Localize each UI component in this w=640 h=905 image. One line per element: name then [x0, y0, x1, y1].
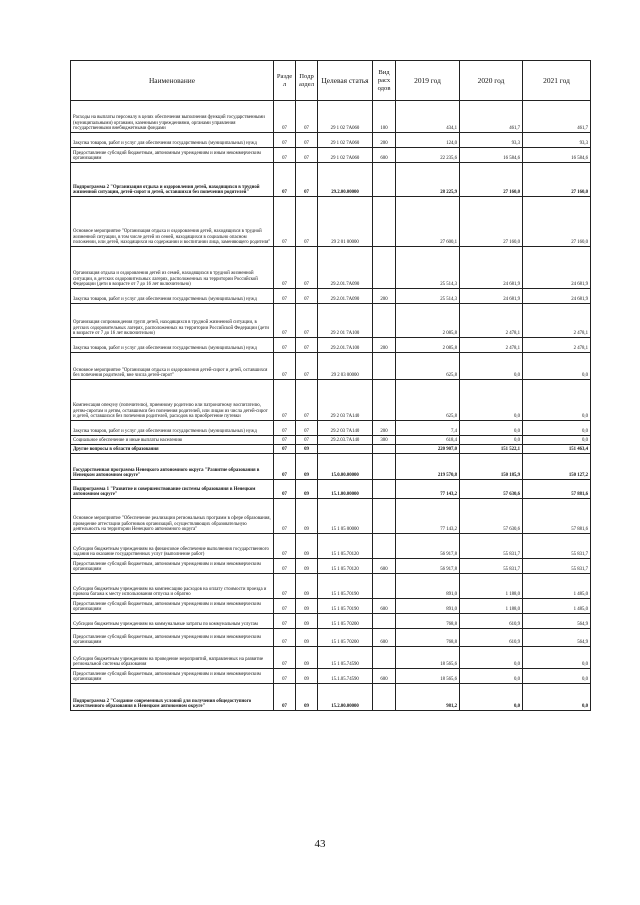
table-row	[71, 101, 591, 133]
row-2020: 27 160,0	[460, 163, 523, 197]
row-name: Закупка товаров, работ и услуг для обеспечения государственных (муниципальных) нужд	[71, 338, 274, 353]
row-2020: 1 188,0	[460, 574, 523, 599]
row-2021: 1 485,0	[523, 574, 591, 599]
row-2019: 28 225,9	[396, 163, 460, 197]
row-section: 07	[274, 629, 296, 647]
row-expense-type: 600	[373, 629, 396, 647]
row-2020: 24 681,9	[460, 289, 523, 304]
row-section: 07	[274, 304, 296, 338]
row-section: 07	[274, 599, 296, 614]
row-2019: 768,8	[396, 614, 460, 629]
row-section: 07	[274, 247, 296, 289]
table-row	[71, 148, 591, 163]
table-row	[71, 436, 591, 445]
row-subsection: 09	[296, 629, 318, 647]
row-expense-type	[373, 480, 396, 499]
row-2019: 434,1	[396, 101, 460, 133]
row-expense-type	[373, 684, 396, 711]
row-subsection: 09	[296, 454, 318, 480]
row-expense-type	[373, 647, 396, 669]
row-2019: 2 085,8	[396, 304, 460, 338]
row-subsection: 09	[296, 684, 318, 711]
row-2020: 1 188,0	[460, 599, 523, 614]
row-target: 15 1 05 70120	[318, 559, 373, 574]
table-row	[71, 163, 591, 197]
table-row	[71, 380, 591, 421]
row-target: 15 1 05 70200	[318, 614, 373, 629]
row-name: Предоставление субсидий бюджетным, автономным учреждениям и иным некоммерческим организациям	[71, 148, 274, 163]
row-section: 07	[274, 647, 296, 669]
row-2021: 24 681,9	[523, 247, 591, 289]
row-2019: 56 917,8	[396, 559, 460, 574]
row-2021: 2 478,1	[523, 338, 591, 353]
row-subsection: 07	[296, 380, 318, 421]
row-subsection: 07	[296, 247, 318, 289]
row-subsection: 09	[296, 445, 318, 454]
table-row	[71, 197, 591, 247]
row-subsection: 07	[296, 304, 318, 338]
row-2020: 0,0	[460, 436, 523, 445]
row-expense-type	[373, 499, 396, 534]
row-2021: 27 160,0	[523, 197, 591, 247]
row-name: Подпрограмма 1 "Развитие и совершенствование системы образования в Ненецком автономном округе"	[71, 480, 274, 499]
table-row	[71, 304, 591, 338]
row-target: 15 1 05 00000	[318, 499, 373, 534]
row-section: 07	[274, 289, 296, 304]
row-2019: 625,8	[396, 353, 460, 380]
row-target: 29 1 02 7А060	[318, 148, 373, 163]
row-2019: 77 143,2	[396, 499, 460, 534]
row-section: 07	[274, 436, 296, 445]
row-2021: 0,0	[523, 436, 591, 445]
row-section: 07	[274, 614, 296, 629]
row-2021: 0,0	[523, 669, 591, 684]
header-name: Наименование	[71, 61, 274, 101]
row-2019: 618,4	[396, 436, 460, 445]
row-section: 07	[274, 197, 296, 247]
row-2021: 0,0	[523, 421, 591, 436]
row-target: 15 1 05.70120	[318, 534, 373, 559]
row-name: Закупка товаров, работ и услуг для обеспечения государственных (муниципальных) нужд	[71, 289, 274, 304]
row-target: 29 1 02 7А060	[318, 101, 373, 133]
row-expense-type	[373, 445, 396, 454]
table-row	[71, 338, 591, 353]
row-expense-type: 200	[373, 421, 396, 436]
row-expense-type: 600	[373, 599, 396, 614]
table-row	[71, 499, 591, 534]
row-subsection: 07	[296, 353, 318, 380]
row-2021: 150 127,2	[523, 454, 591, 480]
budget-table-page	[70, 60, 590, 711]
row-section: 07	[274, 421, 296, 436]
row-section: 07	[274, 445, 296, 454]
row-expense-type: 300	[373, 436, 396, 445]
table-body	[71, 101, 591, 711]
header-expense-type: Вид расх одов	[373, 61, 396, 101]
row-target: 29.2 03 7А140	[318, 421, 373, 436]
row-target: 29.2.01.7А100	[318, 338, 373, 353]
row-2019: 18 565,6	[396, 647, 460, 669]
row-section: 07	[274, 559, 296, 574]
row-target: 29 2 01 7А100	[318, 304, 373, 338]
row-2021: 2 478,1	[523, 304, 591, 338]
row-section: 07	[274, 499, 296, 534]
row-2020: 0,0	[460, 353, 523, 380]
table-row	[71, 629, 591, 647]
table-row	[71, 669, 591, 684]
row-2021: 27 160,0	[523, 163, 591, 197]
row-expense-type: 100	[373, 101, 396, 133]
table-row	[71, 353, 591, 380]
row-target: 29 2 03 7А140	[318, 380, 373, 421]
header-subsection: Подр аздел	[296, 61, 318, 101]
row-2020: 610,9	[460, 629, 523, 647]
row-name: Подпрограмма 2 "Создание современных условий для получения общедоступного качественного образования в Ненецком автономном округе"	[71, 684, 274, 711]
row-2019: 891,0	[396, 599, 460, 614]
row-section: 07	[274, 101, 296, 133]
row-section: 07	[274, 534, 296, 559]
row-2021: 461,7	[523, 101, 591, 133]
row-section: 07	[274, 669, 296, 684]
row-target: 15.1.05.74590	[318, 669, 373, 684]
row-expense-type	[373, 163, 396, 197]
row-name: Основное мероприятие "Организация отдыха и оздоровления детей, находящихся в трудной жизненной ситуации, в том числе детей из семей, находящихся в социально опасном положении, или детей, находящихся на содержании и воспитании лица, заменяющего родителя"	[71, 197, 274, 247]
row-2020: 57 630,6	[460, 499, 523, 534]
row-name: Предоставление субсидий бюджетным, автономным учреждениям и иным некоммерческим организациям	[71, 669, 274, 684]
row-subsection: 09	[296, 499, 318, 534]
row-2021: 57 881,6	[523, 499, 591, 534]
row-2020: 0,0	[460, 669, 523, 684]
row-subsection: 07	[296, 289, 318, 304]
row-section: 07	[274, 480, 296, 499]
row-subsection: 07	[296, 133, 318, 148]
row-expense-type: 600	[373, 559, 396, 574]
table-row	[71, 647, 591, 669]
row-section: 07	[274, 454, 296, 480]
row-target: 15.2.00.00000	[318, 684, 373, 711]
row-subsection: 09	[296, 647, 318, 669]
row-2020: 2 478,1	[460, 338, 523, 353]
row-2020: 151 522,1	[460, 445, 523, 454]
row-2019: 25 514,3	[396, 289, 460, 304]
row-name: Организация отдыха и оздоровления детей из семей, находящихся в трудной жизненной ситуации, в детских оздоровительных лагерях, расположенных на территории Российской Федерации (дети в возрасте от 7 до 16 лет включительно)	[71, 247, 274, 289]
row-2021: 16 584,6	[523, 148, 591, 163]
row-2019: 7,4	[396, 421, 460, 436]
row-expense-type: 600	[373, 148, 396, 163]
row-expense-type: 600	[373, 669, 396, 684]
row-name: Субсидии бюджетным учреждениям на компенсацию расходов на оплату стоимости проезда и провоза багажа к месту использования отпуска и обратно	[71, 574, 274, 599]
table-row	[71, 480, 591, 499]
row-subsection: 09	[296, 559, 318, 574]
row-2019: 219 570,8	[396, 454, 460, 480]
row-2021: 0,0	[523, 380, 591, 421]
row-name: Основное мероприятие "Обеспечение реализации региональных программ в сфере образования, проведение аттестации работников организаций, осуществляющих образовательную деятельность на территории Ненецкого автономного округа"	[71, 499, 274, 534]
row-2019: 220 907,0	[396, 445, 460, 454]
row-subsection: 09	[296, 574, 318, 599]
row-2020: 0,0	[460, 684, 523, 711]
row-expense-type	[373, 574, 396, 599]
row-2019: 768,8	[396, 629, 460, 647]
row-target: 15.1.00.00000	[318, 480, 373, 499]
row-2019: 77 143,2	[396, 480, 460, 499]
row-name: Другие вопросы в области образования	[71, 445, 274, 454]
row-2021: 55 831,7	[523, 559, 591, 574]
row-2021: 151 463,4	[523, 445, 591, 454]
row-section: 07	[274, 133, 296, 148]
row-expense-type	[373, 247, 396, 289]
row-expense-type	[373, 454, 396, 480]
row-2020: 55 831,7	[460, 559, 523, 574]
row-2019: 981,2	[396, 684, 460, 711]
row-section: 07	[274, 148, 296, 163]
row-2020: 461,7	[460, 101, 523, 133]
row-expense-type	[373, 304, 396, 338]
page-number: 43	[314, 838, 326, 850]
row-name: Субсидии бюджетным учреждениям на коммунальные затраты по коммунальным услугам	[71, 614, 274, 629]
table-row	[71, 684, 591, 711]
row-name: Основное мероприятие "Организация отдыха и оздоровления детей-сирот и детей, оставшихся без попечения родителей, вне числа детей-сирот"	[71, 353, 274, 380]
row-2020: 610,9	[460, 614, 523, 629]
header-2019: 2019 год	[396, 61, 460, 101]
row-subsection: 07	[296, 148, 318, 163]
table-row	[71, 133, 591, 148]
row-target: 15 1 05 70200	[318, 629, 373, 647]
row-expense-type	[373, 380, 396, 421]
row-subsection: 07	[296, 421, 318, 436]
row-2021: 57 881,6	[523, 480, 591, 499]
row-expense-type: 200	[373, 338, 396, 353]
row-name: Государственная программа Ненецкого автономного округа "Развитие образования в Ненецком автономном округе"	[71, 454, 274, 480]
row-2019: 27 600,1	[396, 197, 460, 247]
header-2021: 2021 год	[523, 61, 591, 101]
row-target: 29.2.01.7А090	[318, 289, 373, 304]
table-row	[71, 247, 591, 289]
row-2020: 2 478,1	[460, 304, 523, 338]
row-section: 07	[274, 574, 296, 599]
row-subsection: 09	[296, 599, 318, 614]
row-2019: 124,0	[396, 133, 460, 148]
row-name: Закупка товаров, работ и услуг для обеспечения государственных (муниципальных) нужд	[71, 421, 274, 436]
table-header-row	[71, 61, 591, 101]
row-subsection: 07	[296, 197, 318, 247]
row-section: 07	[274, 684, 296, 711]
row-2021: 564,9	[523, 614, 591, 629]
table-row	[71, 534, 591, 559]
row-target: 29 2 03 00000	[318, 353, 373, 380]
row-target: 15 1 05.70190	[318, 574, 373, 599]
row-expense-type	[373, 614, 396, 629]
row-name: Предоставление субсидий бюджетным, автономным учреждениям и иным некоммерческим организациям	[71, 559, 274, 574]
table-row	[71, 614, 591, 629]
row-2020: 55 831,7	[460, 534, 523, 559]
row-target: 29 1 02 7А060	[318, 133, 373, 148]
table-row	[71, 599, 591, 614]
row-target: 29.2.01.7А090	[318, 247, 373, 289]
row-subsection: 09	[296, 534, 318, 559]
row-2019: 2 085,8	[396, 338, 460, 353]
row-2020: 16 584,6	[460, 148, 523, 163]
row-subsection: 09	[296, 480, 318, 499]
header-section: Разде л	[274, 61, 296, 101]
row-2020: 0,0	[460, 647, 523, 669]
header-2020: 2020 год	[460, 61, 523, 101]
row-name: Социальное обеспечение и иные выплаты населению	[71, 436, 274, 445]
row-section: 07	[274, 163, 296, 197]
row-target: 29.2.03.7А140	[318, 436, 373, 445]
row-subsection: 07	[296, 101, 318, 133]
row-2019: 891,0	[396, 574, 460, 599]
row-section: 07	[274, 380, 296, 421]
row-name: Подпрограмма 2 "Организация отдыха и оздоровления детей, находящихся в трудной жизненной ситуации, детей-сирот и детей, оставшихся без попечения родителей"	[71, 163, 274, 197]
row-subsection: 07	[296, 338, 318, 353]
table-row	[71, 289, 591, 304]
table-row	[71, 454, 591, 480]
row-subsection: 09	[296, 669, 318, 684]
row-expense-type	[373, 534, 396, 559]
row-name: Расходы на выплаты персоналу в целях обеспечения выполнения функций государственными (муниципальными) органами, казенными учреждениями, органами управления государственными внебюджетными фондами	[71, 101, 274, 133]
row-section: 07	[274, 338, 296, 353]
row-2020: 27 160,0	[460, 197, 523, 247]
row-2021: 93,3	[523, 133, 591, 148]
row-expense-type	[373, 197, 396, 247]
row-expense-type	[373, 353, 396, 380]
table-row	[71, 559, 591, 574]
row-name: Организация сопровождения групп детей, находящихся в трудной жизненной ситуации, в детских оздоровительных лагерях, расположенных на территории Российской Федерации (дети в возрасте от 7 до 16 лет включительно)	[71, 304, 274, 338]
row-2020: 0,0	[460, 380, 523, 421]
row-subsection: 09	[296, 614, 318, 629]
row-2019: 25 514,3	[396, 247, 460, 289]
row-2021: 0,0	[523, 684, 591, 711]
row-2021: 0,0	[523, 353, 591, 380]
row-target: 29.2.00.00000	[318, 163, 373, 197]
row-name: Субсидии бюджетным учреждениям на проведение мероприятий, направленных на развитие региональной системы образования	[71, 647, 274, 669]
row-2021: 55 831,7	[523, 534, 591, 559]
row-2020: 150 185,9	[460, 454, 523, 480]
row-subsection: 07	[296, 163, 318, 197]
row-2020: 57 630,6	[460, 480, 523, 499]
row-2019: 22 235,6	[396, 148, 460, 163]
budget-table	[70, 60, 591, 711]
table-row	[71, 574, 591, 599]
row-target: 29 2 01 00000	[318, 197, 373, 247]
row-2021: 24 681,9	[523, 289, 591, 304]
row-2021: 1 485,0	[523, 599, 591, 614]
row-name: Предоставление субсидий бюджетным, автономным учреждениям и иным некоммерческим организациям	[71, 629, 274, 647]
row-expense-type: 200	[373, 133, 396, 148]
row-section: 07	[274, 353, 296, 380]
row-target	[318, 445, 373, 454]
row-target: 15.0.00.00000	[318, 454, 373, 480]
row-name: Компенсация опекуну (попечителю), приемному родителю или патронатному воспитателю, детям-сиротам и детям, оставшимся без попечения родителей, или лицам из числа детей-сирот и детей, оставшихся без попечения родителей, расходов на приобретение путевки	[71, 380, 274, 421]
row-2021: 564,9	[523, 629, 591, 647]
row-2019: 625,8	[396, 380, 460, 421]
header-target: Целевая статья	[318, 61, 373, 101]
table-row	[71, 421, 591, 436]
row-target: 15 1 05 70190	[318, 599, 373, 614]
row-expense-type: 200	[373, 289, 396, 304]
row-2019: 56 917,8	[396, 534, 460, 559]
row-target: 15 1 05.74590	[318, 647, 373, 669]
row-2020: 93,3	[460, 133, 523, 148]
row-2020: 24 681,9	[460, 247, 523, 289]
row-name: Закупка товаров, работ и услуг для обеспечения государственных (муниципальных) нужд	[71, 133, 274, 148]
row-2020: 0,0	[460, 421, 523, 436]
table-row	[71, 445, 591, 454]
row-2019: 18 565,6	[396, 669, 460, 684]
row-name: Предоставление субсидий бюджетным, автономным учреждениям и иным некоммерческим организациям	[71, 599, 274, 614]
row-2021: 0,0	[523, 647, 591, 669]
row-name: Субсидии бюджетным учреждениям на финансовое обеспечение выполнения государственного задания на оказание государственных услуг (выполнение работ)	[71, 534, 274, 559]
row-subsection: 07	[296, 436, 318, 445]
